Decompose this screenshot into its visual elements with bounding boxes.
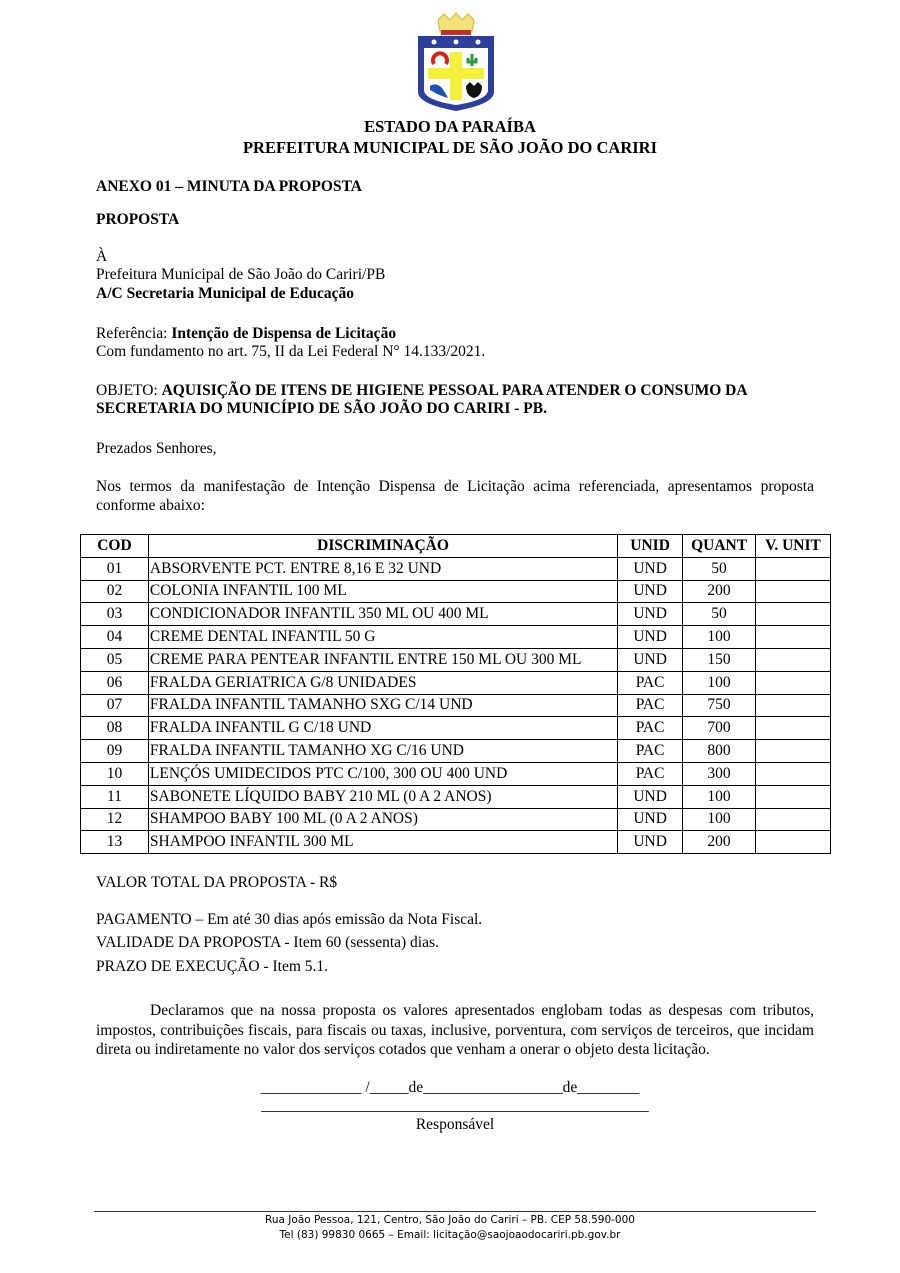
table-row <box>81 831 831 854</box>
unit-price-cell <box>756 717 831 740</box>
reference <box>96 325 396 343</box>
municipal-coat-of-arms-logo <box>414 12 498 112</box>
quantity-cell: 100 <box>683 808 756 831</box>
cod-cell: 11 <box>81 785 149 808</box>
object <box>96 382 748 400</box>
description-cell: COLONIA INFANTIL 100 ML <box>148 580 617 603</box>
column-header: V. UNIT <box>756 535 831 558</box>
column-header: DISCRIMINAÇÃO <box>148 535 617 558</box>
object-line2: SECRETARIA DO MUNICÍPIO DE SÃO JOÃO DO CARIRI - PB. <box>96 400 547 417</box>
column-header: COD <box>81 535 149 558</box>
unit-price-cell <box>756 626 831 649</box>
unit-price-cell <box>756 785 831 808</box>
description-cell: LENÇÓS UMIDECIDOS PTC C/100, 300 OU 400 UND <box>148 762 617 785</box>
table-row <box>81 785 831 808</box>
table-row <box>81 762 831 785</box>
table-row <box>81 717 831 740</box>
signature-label: Responsável <box>415 1116 495 1133</box>
quantity-cell: 100 <box>683 671 756 694</box>
table-header-row <box>81 535 831 558</box>
cod-cell: 09 <box>81 740 149 763</box>
signature-line: __________________________________________________ <box>261 1097 649 1114</box>
object-label: OBJETO: <box>96 382 162 399</box>
table-row <box>81 580 831 603</box>
cod-cell: 07 <box>81 694 149 717</box>
unit-price-cell <box>756 671 831 694</box>
greeting: Prezados Senhores, <box>96 440 217 457</box>
unit-price-cell <box>756 580 831 603</box>
proposal-validity: VALIDADE DA PROPOSTA - Item 60 (sessenta) dias. <box>96 934 439 951</box>
unit-cell: UND <box>618 580 683 603</box>
cod-cell: 01 <box>81 557 149 580</box>
unit-cell: UND <box>618 648 683 671</box>
recipient-to: À <box>96 248 108 265</box>
cod-cell: 03 <box>81 603 149 626</box>
proposal-heading: PROPOSTA <box>96 211 180 228</box>
unit-cell: PAC <box>618 671 683 694</box>
unit-price-cell <box>756 740 831 763</box>
unit-price-cell <box>756 557 831 580</box>
payment-terms: PAGAMENTO – Em até 30 dias após emissão da Nota Fiscal. <box>96 911 483 928</box>
description-cell: FRALDA GERIATRICA G/8 UNIDADES <box>148 671 617 694</box>
description-cell: FRALDA INFANTIL TAMANHO XG C/16 UND <box>148 740 617 763</box>
execution-deadline: PRAZO DE EXECUÇÃO - Item 5.1. <box>96 958 329 975</box>
cod-cell: 08 <box>81 717 149 740</box>
table-row <box>81 740 831 763</box>
footer-contact: Tel (83) 99830 0665 – Email: licitação@saojoaodocariri.pb.gov.br <box>279 1229 621 1241</box>
unit-cell: UND <box>618 831 683 854</box>
date-line: _____________ /_____de__________________de________ <box>260 1079 640 1096</box>
quantity-cell: 300 <box>683 762 756 785</box>
description-cell: CONDICIONADOR INFANTIL 350 ML OU 400 ML <box>148 603 617 626</box>
description-cell: FRALDA INFANTIL G C/18 UND <box>148 717 617 740</box>
unit-cell: PAC <box>618 762 683 785</box>
description-cell: ABSORVENTE PCT. ENTRE 8,16 E 32 UND <box>148 557 617 580</box>
description-cell: SHAMPOO INFANTIL 300 ML <box>148 831 617 854</box>
quantity-cell: 700 <box>683 717 756 740</box>
unit-cell: UND <box>618 557 683 580</box>
items-table <box>80 534 831 854</box>
cod-cell: 13 <box>81 831 149 854</box>
reference-basis: Com fundamento no art. 75, II da Lei Federal N° 14.133/2021. <box>96 343 486 360</box>
intro-paragraph: Nos termos da manifestação de Intenção Dispensa de Licitação acima referenciada, apresentamos proposta conforme abaixo: <box>96 478 814 514</box>
quantity-cell: 50 <box>683 603 756 626</box>
table-row <box>81 671 831 694</box>
quantity-cell: 750 <box>683 694 756 717</box>
unit-price-cell <box>756 808 831 831</box>
recipient-attn: A/C Secretaria Municipal de Educação <box>96 285 355 302</box>
footer-address: Rua João Pessoa, 121, Centro, São João do Cariri – PB. CEP 58.590-000 <box>265 1214 635 1226</box>
annex-title: ANEXO 01 – MINUTA DA PROPOSTA <box>96 178 362 195</box>
description-cell: SABONETE LÍQUIDO BABY 210 ML (0 A 2 ANOS) <box>148 785 617 808</box>
quantity-cell: 100 <box>683 626 756 649</box>
table-row <box>81 603 831 626</box>
column-header: QUANT <box>683 535 756 558</box>
cod-cell: 12 <box>81 808 149 831</box>
table-row <box>81 626 831 649</box>
column-header: UNID <box>618 535 683 558</box>
recipient-org: Prefeitura Municipal de São João do Cariri/PB <box>96 266 386 283</box>
unit-price-cell <box>756 603 831 626</box>
state-heading: ESTADO DA PARAÍBA <box>364 117 536 136</box>
description-cell: CREME PARA PENTEAR INFANTIL ENTRE 150 ML OU 300 ML <box>148 648 617 671</box>
object-line1: AQUISIÇÃO DE ITENS DE HIGIENE PESSOAL PARA ATENDER O CONSUMO DA <box>161 382 748 399</box>
unit-price-cell <box>756 648 831 671</box>
unit-cell: UND <box>618 626 683 649</box>
quantity-cell: 50 <box>683 557 756 580</box>
unit-cell: UND <box>618 808 683 831</box>
quantity-cell: 150 <box>683 648 756 671</box>
unit-price-cell <box>756 831 831 854</box>
reference-label: Referência: <box>96 325 172 342</box>
reference-value: Intenção de Dispensa de Licitação <box>171 325 397 342</box>
unit-price-cell <box>756 762 831 785</box>
unit-price-cell <box>756 694 831 717</box>
total-value: VALOR TOTAL DA PROPOSTA - R$ <box>96 874 338 891</box>
table-row <box>81 694 831 717</box>
cod-cell: 05 <box>81 648 149 671</box>
quantity-cell: 200 <box>683 580 756 603</box>
unit-cell: UND <box>618 603 683 626</box>
description-cell: SHAMPOO BABY 100 ML (0 A 2 ANOS) <box>148 808 617 831</box>
declaration-paragraph: Declaramos que na nossa proposta os valores apresentados englobam todas as despesas com tributos, impostos, contribuições fiscais, para fiscais ou taxas, inclusive, porventura, com serviços de terceiros, que incidam direta ou indiretamente no valor dos serviços cotados que venham a onerar o objeto desta licitação. <box>96 1002 814 1058</box>
description-cell: FRALDA INFANTIL TAMANHO SXG C/14 UND <box>148 694 617 717</box>
description-cell: CREME DENTAL INFANTIL 50 G <box>148 626 617 649</box>
unit-cell: PAC <box>618 694 683 717</box>
municipality-heading: PREFEITURA MUNICIPAL DE SÃO JOÃO DO CARIRI <box>242 138 658 157</box>
quantity-cell: 100 <box>683 785 756 808</box>
cod-cell: 02 <box>81 580 149 603</box>
unit-cell: UND <box>618 785 683 808</box>
cod-cell: 04 <box>81 626 149 649</box>
table-row <box>81 648 831 671</box>
table-row <box>81 557 831 580</box>
cod-cell: 06 <box>81 671 149 694</box>
quantity-cell: 200 <box>683 831 756 854</box>
footer-divider <box>94 1211 816 1212</box>
table-row <box>81 808 831 831</box>
cod-cell: 10 <box>81 762 149 785</box>
table-body <box>81 557 831 853</box>
unit-cell: PAC <box>618 717 683 740</box>
quantity-cell: 800 <box>683 740 756 763</box>
unit-cell: PAC <box>618 740 683 763</box>
